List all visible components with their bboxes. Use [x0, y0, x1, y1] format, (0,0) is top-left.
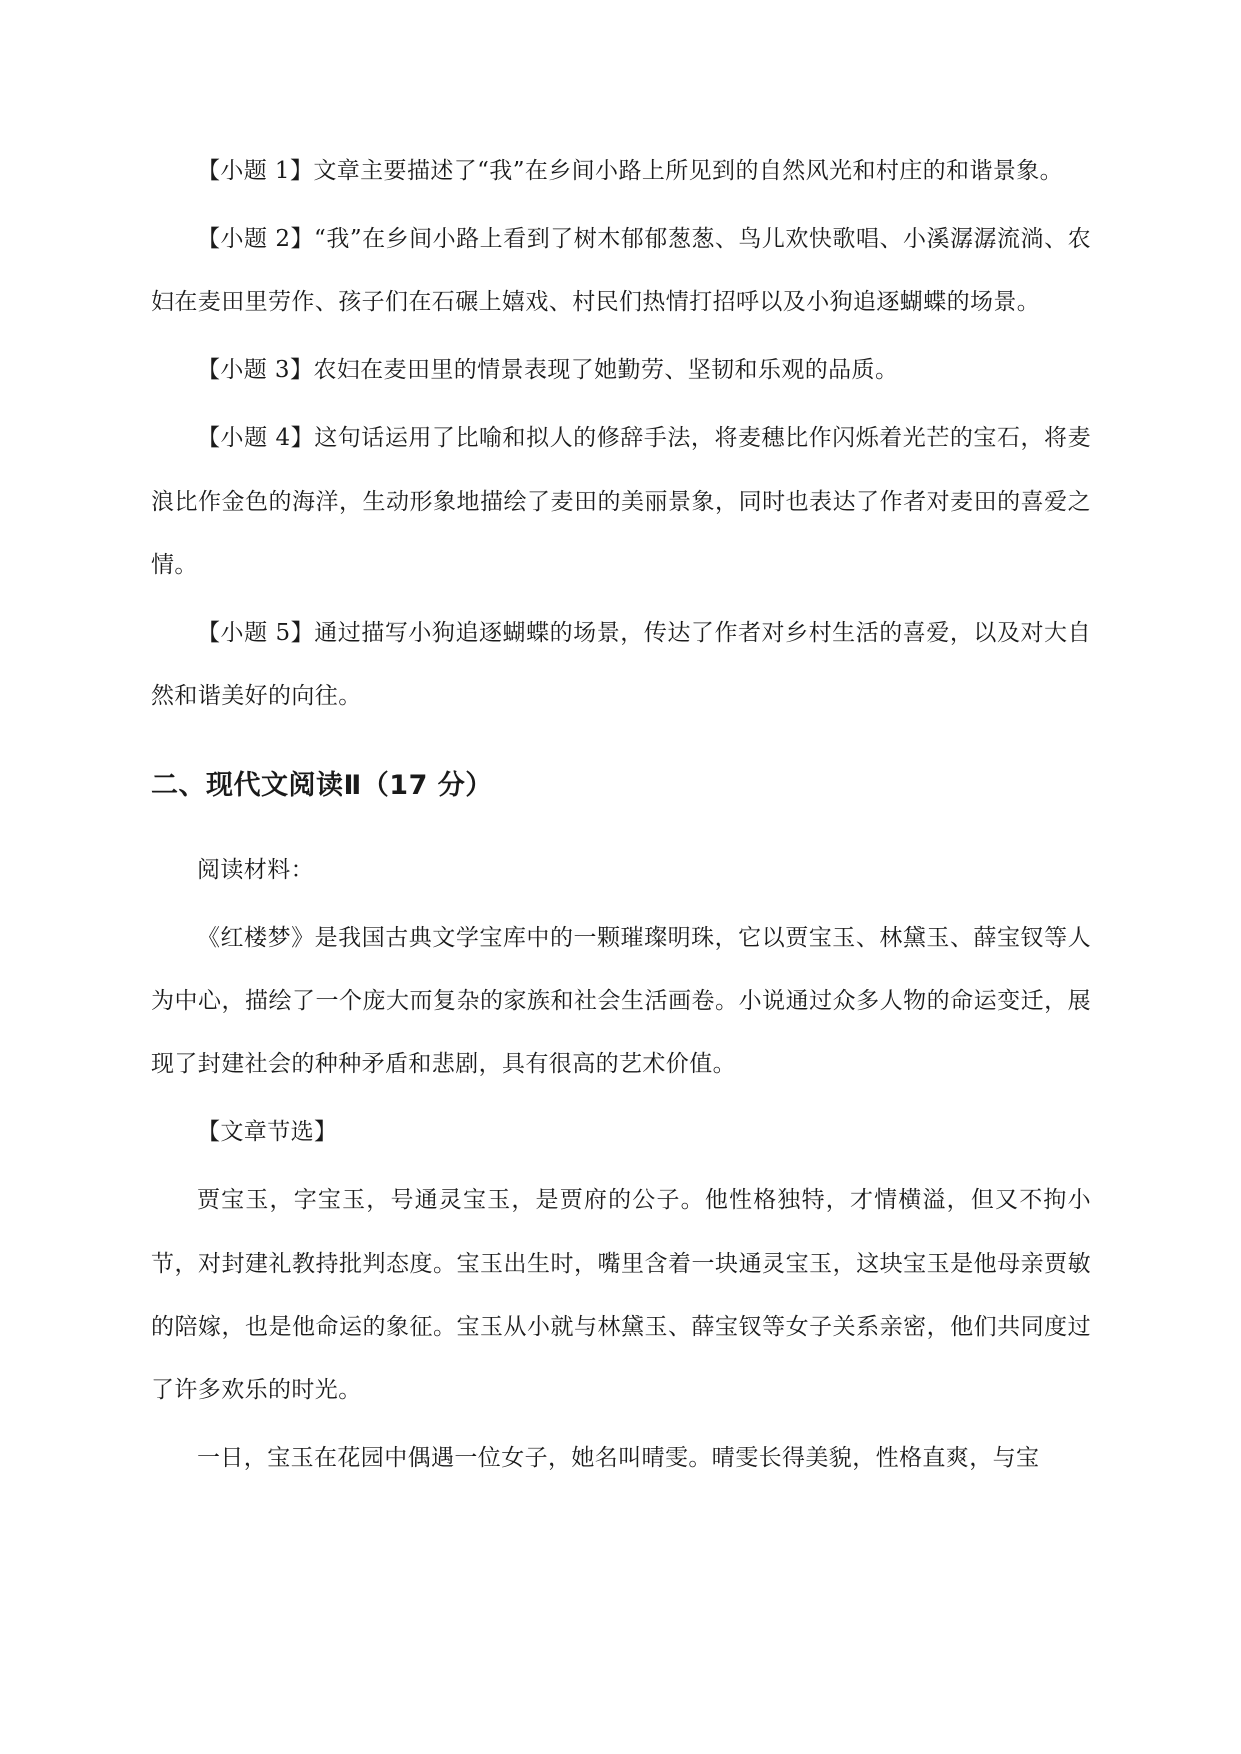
answer-paragraph-4: 【小题 4】这句话运用了比喻和拟人的修辞手法，将麦穗比作闪烁着光芒的宝石，将麦浪比作金色的海洋，生动形象地描绘了麦田的美丽景象，同时也表达了作者对麦田的喜爱之情。: [151, 425, 1091, 578]
answer-paragraph-1: 【小题 1】文章主要描述了“我”在乡间小路上所见到的自然风光和村庄的和谐景象。: [197, 158, 1064, 184]
reading-material-label: 阅读材料：: [197, 856, 314, 883]
intro-paragraph: 《红楼梦》是我国古典文学宝库中的一颗璀璨明珠，它以贾宝玉、林黛玉、薛宝钗等人为中心，描绘了一个庞大而复杂的家族和社会生活画卷。小说通过众多人物的命运变迁，展现了封建社会的种种矛盾和悲剧，具有很高的艺术价值。: [151, 924, 1091, 1078]
excerpt-label: 【文章节选】: [197, 1119, 338, 1146]
answer-paragraph-2: 【小题 2】“我”在乡间小路上看到了树木郁郁葱葱、鸟儿欢快歌唱、小溪潺潺流淌、农妇在麦田里劳作、孩子们在石碾上嬉戏、村民们热情打招呼以及小狗追逐蝴蝶的场景。: [151, 225, 1091, 316]
excerpt-paragraph-1: 贾宝玉，字宝玉，号通灵宝玉，是贾府的公子。他性格独特，才情横溢，但又不拘小节，对封建礼教持批判态度。宝玉出生时，嘴里含着一块通灵宝玉，这块宝玉是他母亲贾敏的陪嫁，也是他命运的象征。宝玉从小就与林黛玉、薛宝钗等女子关系亲密，他们共同度过了许多欢乐的时光。: [151, 1187, 1091, 1404]
excerpt-paragraph-2: 一日，宝玉在花园中偶遇一位女子，她名叫晴雯。晴雯长得美貌，性格直爽，与宝: [197, 1445, 1040, 1472]
answer-paragraph-5: 【小题 5】通过描写小狗追逐蝴蝶的场景，传达了作者对乡村生活的喜爱，以及对大自然和谐美好的向往。: [151, 619, 1091, 710]
answer-paragraph-3: 【小题 3】农妇在麦田里的情景表现了她勤劳、坚韧和乐观的品质。: [197, 357, 899, 384]
section-heading: 二、现代文阅读Ⅱ（17 分）: [151, 769, 493, 801]
document-page: [151, 140, 1091, 1495]
